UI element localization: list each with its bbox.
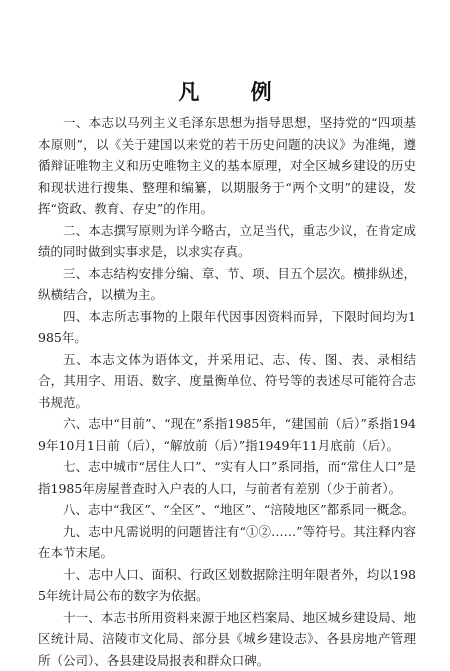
paragraph-6: 六、志中“目前”、“现在”系指1985年，“建国前（后）”系指1949年10月1日前（后），“解放前（后）”指1949年11月底前（后）。: [38, 413, 416, 456]
paragraph-7: 七、志中城市“居住人口”、“实有人口”系同指，而“常住人口”是指1985年房屋普查时入户表的人口，与前者有差别（少于前者）。: [38, 456, 416, 499]
paragraph-5: 五、本志文体为语体文，并采用记、志、传、图、表、录相结合，其用字、用语、数字、度量衡单位、符号等的表述尽可能符合志书规范。: [38, 349, 416, 414]
paragraph-2: 二、本志撰写原则为详今略古，立足当代，重志少议，在肯定成绩的同时做到实事求是，以求实存真。: [38, 220, 416, 263]
document-body: [38, 112, 416, 671]
paragraph-8: 八、志中“我区”、“全区”、“地区”、“涪陵地区”都系同一概念。: [38, 499, 416, 521]
paragraph-9: 九、志中凡需说明的问题皆注有“①②……”等符号。其注释内容在本节末尾。: [38, 521, 416, 564]
paragraph-1: 一、本志以马列主义毛泽东思想为指导思想，坚持党的“四项基本原则”，以《关于建国以来党的若干历史问题的决议》为准绳，遵循辩证唯物主义和历史唯物主义的基本原理，对全区城乡建设的历史和现状进行搜集、整理和编纂，以期服务于“两个文明”的建设，发挥“资政、教育、存史”的作用。: [38, 112, 416, 220]
paragraph-10: 十、志中人口、面积、行政区划数据除注明年限者外，均以1985年统计局公布的数字为依据。: [38, 564, 416, 607]
paragraph-11: 十一、本志书所用资料来源于地区档案局、地区城乡建设局、地区统计局、涪陵市文化局、部分县《城乡建设志》、各县房地产管理所（公司）、各县建设局报表和群众口碑。: [38, 607, 416, 671]
paragraph-4: 四、本志所志事物的上限年代因事因资料而异，下限时间均为1985年。: [38, 306, 416, 349]
page-title: 凡 例: [0, 76, 450, 106]
paragraph-3: 三、本志结构安排分编、章、节、项、目五个层次。横排纵述，纵横结合，以横为主。: [38, 263, 416, 306]
